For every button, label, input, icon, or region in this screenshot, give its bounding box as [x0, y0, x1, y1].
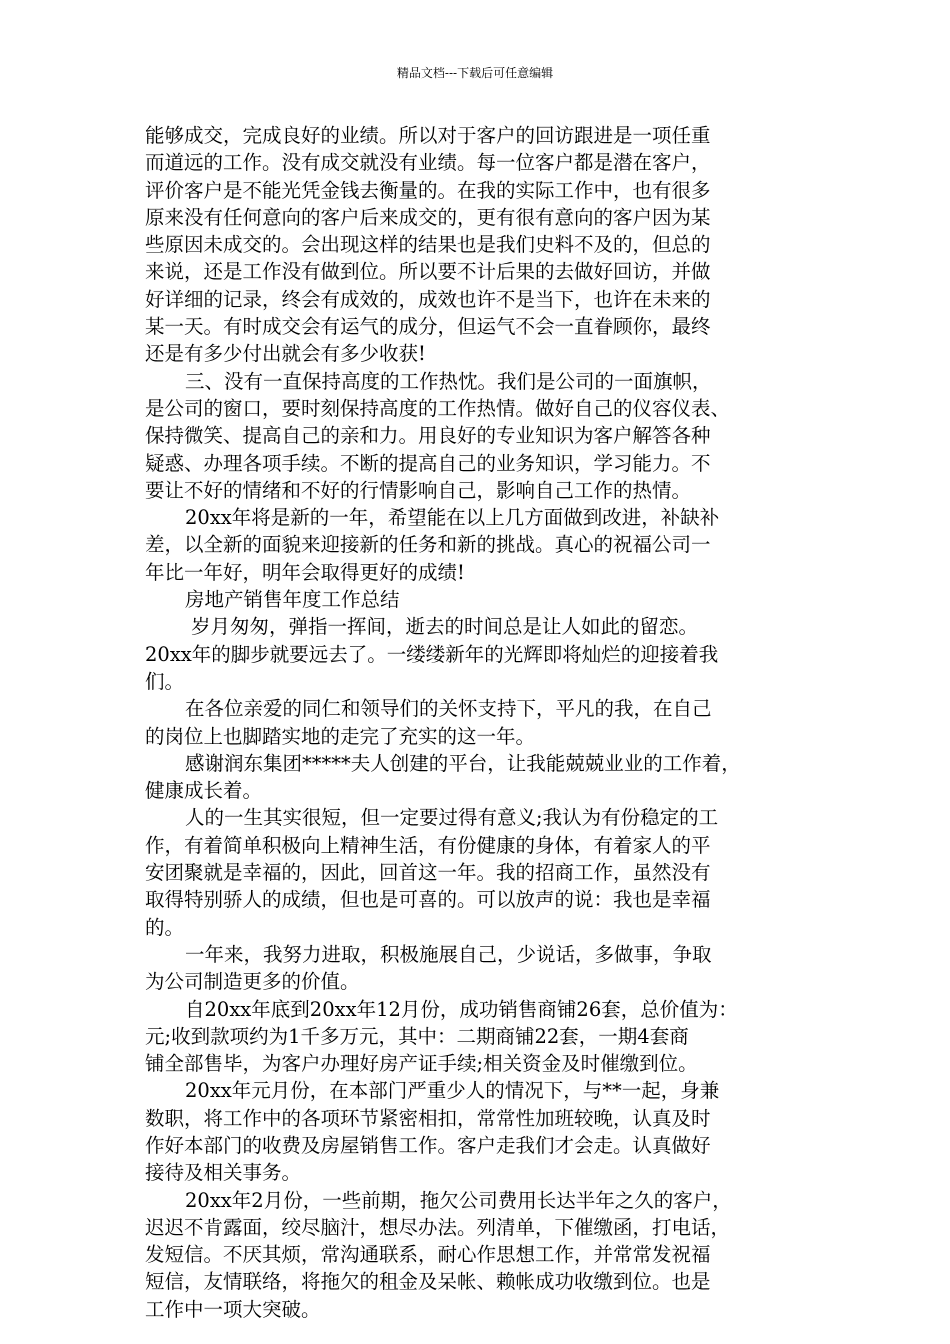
text-line: 作，有着简单积极向上精神生活，有份健康的身体，有着家人的平 — [145, 833, 711, 857]
text-line: 的。 — [145, 915, 185, 939]
text-line: 工作中一项大突破。 — [145, 1297, 321, 1321]
page-header: 精品文档---下载后可任意编辑 — [396, 66, 554, 80]
text-line: 为公司制造更多的价值。 — [145, 970, 360, 994]
text-line: 好详细的记录，终会有成效的，成效也许不是当下，也许在未来的 — [145, 287, 711, 311]
text-line: 还是有多少付出就会有多少收获! — [145, 342, 426, 366]
text-line: 迟迟不肯露面，绞尽脑汁，想尽办法。列清单，下催缴函，打电话， — [145, 1215, 731, 1239]
paragraph-first-line: 人的一生其实很短，但一定要过得有意义;我认为有份稳定的工 — [185, 806, 719, 830]
text-line: 元;收到款项约为1千多万元，其中：二期商铺22套，一期4套商 — [145, 1024, 689, 1048]
text-line: 能够成交，完成良好的业绩。所以对于客户的回访跟进是一项任重 — [145, 124, 711, 147]
text-line: 接待及相关事务。 — [145, 1161, 302, 1185]
text-line: 而道远的工作。没有成交就没有业绩。每一位客户都是潜在客户， — [145, 151, 711, 175]
text-line: 疑惑、办理各项手续。不断的提高自己的业务知识，学习能力。不 — [145, 451, 711, 475]
paragraph-first-line: 自20xx年底到20xx年12月份，成功销售商铺26套，总价值为： — [185, 997, 738, 1021]
text-line: 短信，友情联络，将拖欠的租金及呆帐、赖帐成功收缴到位。也是 — [145, 1270, 711, 1294]
text-line: 健康成长着。 — [145, 779, 263, 803]
text-line: 数职，将工作中的各项环节紧密相扣，常常性加班较晚，认真及时 — [145, 1106, 711, 1130]
text-line: 些原因未成交的。会出现这样的结果也是我们史料不及的，但总的 — [145, 233, 711, 257]
text-line: 取得特别骄人的成绩，但也是可喜的。可以放声的说：我也是幸福 — [145, 888, 711, 912]
document-body — [145, 122, 815, 1323]
text-line: 差，以全新的面貌来迎接新的任务和新的挑战。真心的祝福公司一 — [145, 533, 711, 557]
text-line: 原来没有任何意向的客户后来成交的，更有很有意向的客户因为某 — [145, 205, 711, 229]
paragraph-first-line: 岁月匆匆，弹指一挥间，逝去的时间总是让人如此的留恋。 — [191, 615, 699, 639]
paragraph-first-line: 感谢润东集团*****夫人创建的平台，让我能兢兢业业的工作着， — [185, 751, 741, 775]
text-line: 是公司的窗口，要时刻保持高度的工作热情。做好自己的仪容仪表、 — [145, 396, 731, 420]
paragraph-first-line: 20xx年将是新的一年，希望能在以上几方面做到改进，补缺补 — [185, 506, 720, 530]
paragraph-first-line: 一年来，我努力进取，积极施展自己，少说话，多做事，争取 — [185, 942, 712, 966]
text-line: 保持微笑、提高自己的亲和力。用良好的专业知识为客户解答各种 — [145, 424, 711, 448]
text-line: 们。 — [145, 669, 185, 693]
text-line: 作好本部门的收费及房屋销售工作。客户走我们才会走。认真做好 — [145, 1133, 711, 1157]
text-line: 来说，还是工作没有做到位。所以要不计后果的去做好回访，并做 — [145, 260, 711, 284]
section-title: 房地产销售年度工作总结 — [185, 588, 400, 612]
text-line: 某一天。有时成交会有运气的成分，但运气不会一直眷顾你，最终 — [145, 315, 711, 339]
text-line: 20xx年的脚步就要远去了。一缕缕新年的光辉即将灿烂的迎接着我 — [145, 642, 719, 666]
paragraph-first-line: 在各位亲爱的同仁和领导们的关怀支持下，平凡的我，在自己 — [185, 697, 712, 721]
text-line: 评价客户是不能光凭金钱去衡量的。在我的实际工作中，也有很多 — [145, 178, 711, 202]
text-line: 的岗位上也脚踏实地的走完了充实的这一年。 — [145, 724, 536, 748]
paragraph-first-line: 三、没有一直保持高度的工作热忱。我们是公司的一面旗帜， — [185, 369, 712, 393]
paragraph-first-line: 20xx年元月份，在本部门严重少人的情况下，与**一起，身兼 — [185, 1079, 720, 1103]
text-line: 年比一年好，明年会取得更好的成绩! — [145, 560, 465, 584]
text-line: 发短信。不厌其烦，常沟通联系，耐心作思想工作，并常常发祝福 — [145, 1243, 711, 1267]
text-line: 铺全部售毕，为客户办理好房产证手续;相关资金及时催缴到位。 — [145, 1052, 698, 1076]
text-line: 要让不好的情绪和不好的行情影响自己，影响自己工作的热情。 — [145, 478, 692, 502]
text-line: 安团聚就是幸福的，因此，回首这一年。我的招商工作，虽然没有 — [145, 861, 711, 885]
paragraph-first-line: 20xx年2月份，一些前期，拖欠公司费用长达半年之久的客户， — [185, 1188, 732, 1212]
